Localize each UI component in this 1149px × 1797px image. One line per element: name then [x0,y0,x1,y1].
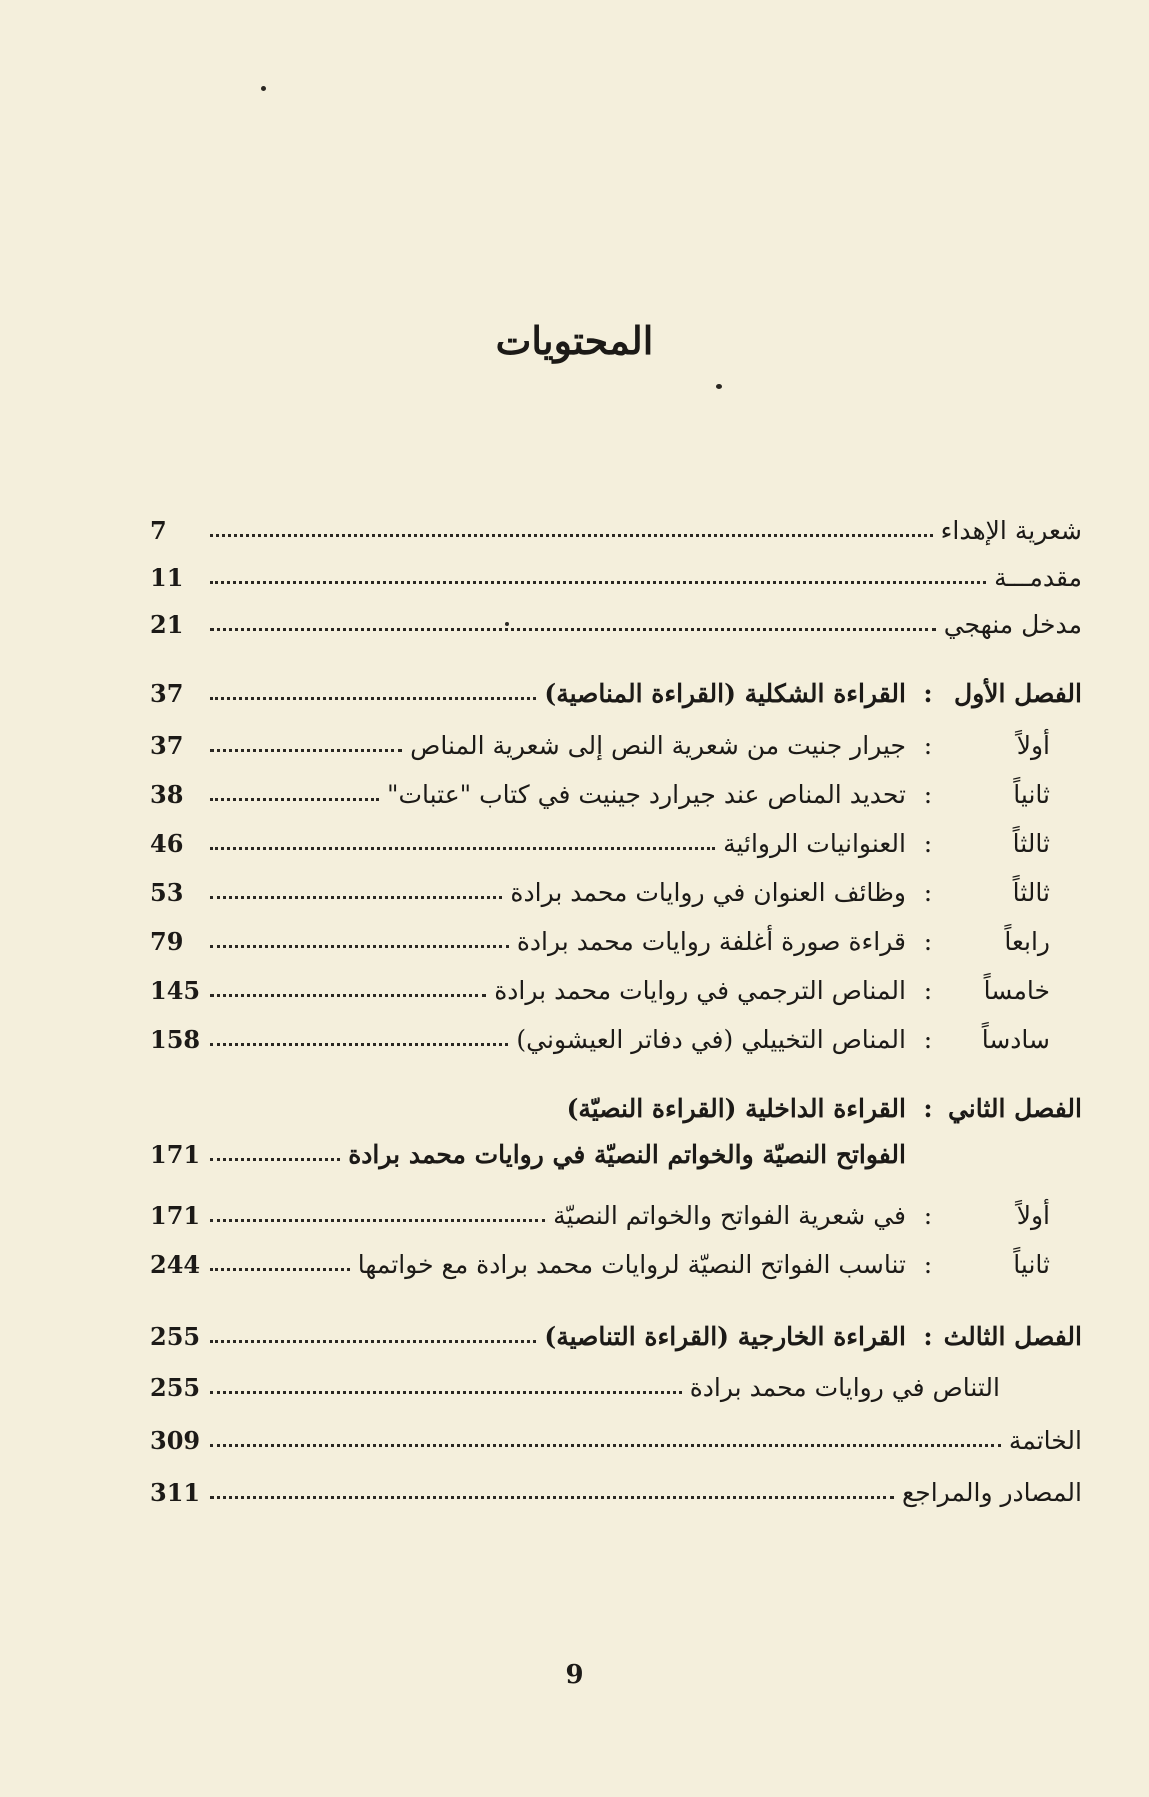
dot-leader [210,1496,894,1499]
entry-text: تناسب الفواتح النصيّة لروايات محمد برادة مع خواتمها [357,1250,906,1279]
entry-label: ثانياً [1013,780,1050,809]
paper-speck [505,622,509,626]
toc-entry[interactable] [150,1415,1082,1455]
page-ref: 46 [150,829,184,858]
page-ref: 171 [150,1201,201,1230]
separator: : [923,1094,933,1123]
dot-leader [210,1158,340,1161]
entry-text: العنوانيات الروائية [723,829,906,858]
toc-chapter-entry[interactable] [150,668,1082,708]
toc-entry[interactable] [150,720,1082,760]
entry-text: القراءة الخارجية (القراءة التناصية) [544,1322,906,1351]
separator: : [923,829,933,858]
dot-leader [210,994,486,997]
dot-leader [210,628,936,631]
separator: : [923,976,933,1005]
dot-leader [210,1340,536,1343]
entry-label: ثالثاً [1012,878,1050,907]
toc-entry[interactable] [150,818,1082,858]
entry-text: جيرار جنيت من شعرية النص إلى شعرية المناص [410,731,906,760]
entry-text: تحديد المناص عند جيرارد جينيت في كتاب "عتبات" [386,780,906,809]
dot-leader [210,749,402,752]
dot-leader [210,581,986,584]
toc-chapter-entry[interactable] [150,1311,1082,1351]
page-ref: 37 [150,731,184,760]
dot-leader [210,1219,545,1222]
page-ref: 255 [150,1322,201,1351]
entry-label: أولاً [1016,731,1050,760]
entry-text: القراءة الداخلية (القراءة النصيّة) [566,1094,906,1123]
page-number: 9 [565,1660,584,1690]
entry-label: المصادر والمراجع [901,1478,1082,1507]
separator: : [923,731,933,760]
paper-speck [261,86,266,91]
entry-text: المناص الترجمي في روايات محمد برادة [494,976,906,1005]
toc-entry[interactable] [150,1362,1082,1402]
toc-entry[interactable] [150,1239,1082,1279]
page-ref: 7 [150,516,167,545]
entry-text: وظائف العنوان في روايات محمد برادة [510,878,906,907]
toc-entry[interactable] [150,1467,1082,1507]
entry-label: ثالثاً [1012,829,1050,858]
chapter-label: الفصل الثالث [943,1322,1082,1351]
chapter-label: الفصل الثاني [947,1094,1082,1123]
dot-leader [210,896,502,899]
page-title: المحتويات [495,318,654,363]
entry-label: أولاً [1016,1201,1050,1230]
page-ref: 145 [150,976,201,1005]
page-ref: 79 [150,927,184,956]
toc-entry[interactable] [150,916,1082,956]
page-ref: 53 [150,878,184,907]
dot-leader [210,798,379,801]
dot-leader [210,1391,682,1394]
dot-leader [210,1043,508,1046]
page-ref: 158 [150,1025,201,1054]
toc-entry[interactable] [150,867,1082,907]
entry-text: القراءة الشكلية (القراءة المناصية) [544,679,906,708]
chapter-label: الفصل الأول [954,679,1082,708]
page-ref: 309 [150,1426,201,1455]
separator: : [923,1250,933,1279]
dot-leader [210,1444,1001,1447]
entry-text: قراءة صورة أغلفة روايات محمد برادة [516,927,906,956]
separator: : [923,878,933,907]
toc-chapter-entry[interactable] [150,1083,1082,1123]
paper-speck [716,384,722,389]
dot-leader [210,534,933,537]
separator: : [923,679,933,708]
page-ref: 37 [150,679,184,708]
toc-entry[interactable] [150,769,1082,809]
entry-text: الفواتح النصيّة والخواتم النصيّة في روايات محمد برادة [348,1140,906,1169]
entry-label: ثانياً [1013,1250,1050,1279]
separator: : [923,1025,933,1054]
page-ref: 255 [150,1373,201,1402]
dot-leader [210,847,715,850]
entry-label: الخاتمة [1008,1426,1082,1455]
page-ref: 171 [150,1140,201,1169]
entry-label: سادساً [981,1025,1050,1054]
entry-label: شعرية الإهداء [940,516,1082,545]
entry-text: المناص التخييلي (في دفاتر العيشوني) [516,1025,906,1054]
entry-label: خامساً [983,976,1050,1005]
dot-leader [210,945,509,948]
toc-entry[interactable] [150,965,1082,1005]
separator: : [923,1201,933,1230]
separator: : [923,927,933,956]
toc-entry[interactable] [150,505,1082,545]
page-ref: 244 [150,1250,201,1279]
page-ref: 21 [150,610,184,639]
entry-label: رابعاً [1004,927,1050,956]
toc-entry[interactable] [150,1190,1082,1230]
entry-text: التناص في روايات محمد برادة [689,1373,1000,1402]
page-ref: 311 [150,1478,201,1507]
toc-entry[interactable] [150,552,1082,592]
dot-leader [210,1268,350,1271]
toc-entry[interactable] [150,1129,1082,1169]
page-ref: 11 [150,563,184,592]
entry-text: في شعرية الفواتح والخواتم النصيّة [553,1201,906,1230]
toc-entry[interactable] [150,599,1082,639]
dot-leader [210,697,536,700]
separator: : [923,780,933,809]
page-ref: 38 [150,780,184,809]
entry-label: مقدمـــة [994,563,1082,592]
separator: : [923,1322,933,1351]
entry-label: مدخل منهجي [943,610,1082,639]
toc-entry[interactable] [150,1014,1082,1054]
